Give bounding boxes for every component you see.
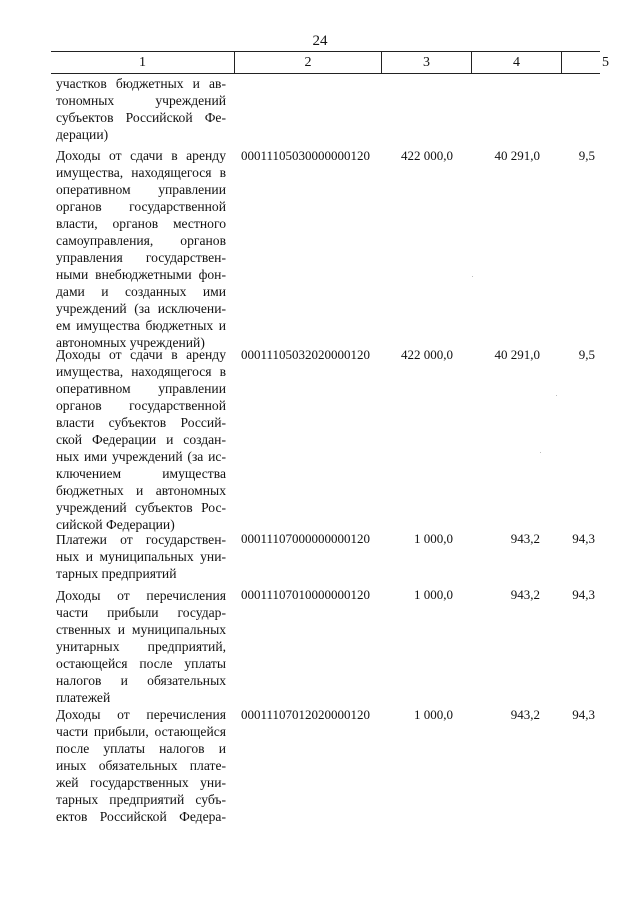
desc-line: автономных учреждений) — [56, 335, 205, 350]
page-number: 24 — [312, 33, 328, 49]
desc-line: тономных учреждений — [56, 93, 226, 108]
desc-line: ектов Российской Федера- — [56, 809, 226, 824]
desc-line: дами и созданных ими — [56, 284, 226, 299]
desc-line: ем имущества бюджетных и — [56, 318, 226, 333]
desc-line: Доходы от сдачи в аренду — [56, 148, 226, 163]
row-plan: 422 000,0 — [401, 347, 453, 362]
desc-line: органов государственной — [56, 199, 226, 214]
desc-line: ных и муниципальных уни- — [56, 549, 226, 564]
desc-line: платежей — [56, 690, 111, 705]
header-col-2: 2 — [234, 52, 381, 73]
desc-line: сийской Федерации) — [56, 517, 175, 532]
row-description — [56, 587, 226, 706]
row-actual: 40 291,0 — [494, 148, 540, 163]
scan-speck — [472, 276, 473, 277]
desc-line: самоуправления, органов — [56, 233, 226, 248]
desc-line: ской Федерации и создан- — [56, 432, 226, 447]
desc-line: после уплаты налогов и — [56, 741, 226, 756]
desc-line: ных ими учреждений (за ис- — [56, 449, 226, 464]
row-actual: 943,2 — [510, 587, 540, 602]
desc-line: имущества, находящегося в — [56, 364, 226, 379]
desc-line: органов государственной — [56, 398, 226, 413]
desc-line: Доходы от сдачи в аренду — [56, 347, 226, 362]
row-plan: 1 000,0 — [414, 587, 453, 602]
desc-line: управления государствен- — [56, 250, 226, 265]
row-percent: 94,3 — [572, 707, 595, 722]
desc-line: тарных предприятий субъ- — [56, 792, 226, 807]
desc-line: ственных и муниципальных — [56, 622, 226, 637]
desc-line: остающейся после уплаты — [56, 656, 226, 671]
desc-line: ключением имущества — [56, 466, 226, 481]
desc-line: власти субъектов Россий- — [56, 415, 226, 430]
row-percent: 94,3 — [572, 531, 595, 546]
row-percent: 9,5 — [578, 347, 595, 362]
header-col-3: 3 — [381, 52, 471, 73]
desc-line: оперативном управлении — [56, 381, 226, 396]
row-code: 00011105030000000120 — [241, 148, 371, 163]
row-code: 00011107012020000120 — [241, 707, 371, 722]
row-actual: 40 291,0 — [494, 347, 540, 362]
row-percent: 9,5 — [578, 148, 595, 163]
desc-line: унитарных предприятий, — [56, 639, 226, 654]
scan-speck — [540, 452, 541, 453]
row-plan: 1 000,0 — [414, 531, 453, 546]
row-percent: 94,3 — [572, 587, 595, 602]
desc-line: участков бюджетных и ав- — [56, 76, 226, 91]
desc-line: имущества, находящегося в — [56, 165, 226, 180]
desc-line: Платежи от государствен- — [56, 532, 226, 547]
row-plan: 1 000,0 — [414, 707, 453, 722]
desc-line: оперативном управлении — [56, 182, 226, 197]
header-col-1: 1 — [139, 55, 146, 70]
desc-line: жей государственных уни- — [56, 775, 226, 790]
row-code: 00011105032020000120 — [241, 347, 371, 362]
header-col-4: 4 — [471, 52, 561, 73]
desc-line: власти, органов местного — [56, 216, 226, 231]
scan-speck — [556, 395, 557, 396]
table-header — [51, 51, 609, 74]
row-description — [56, 75, 226, 143]
desc-line: налогов и обязательных — [56, 673, 226, 688]
desc-line: учреждений субъектов Рос- — [56, 500, 226, 515]
row-description — [56, 346, 226, 533]
desc-line: бюджетных и автономных — [56, 483, 226, 498]
row-description — [56, 147, 226, 351]
row-actual: 943,2 — [510, 707, 540, 722]
desc-line: учреждений (за исключени- — [56, 301, 226, 316]
desc-line: части прибыли государ- — [56, 605, 226, 620]
row-plan: 422 000,0 — [401, 148, 453, 163]
row-actual: 943,2 — [510, 531, 540, 546]
row-description — [56, 531, 226, 582]
desc-line: Доходы от перечисления — [56, 588, 226, 603]
desc-line: тарных предприятий — [56, 566, 177, 581]
desc-line: субъектов Российской Фе- — [56, 110, 226, 125]
row-code: 00011107000000000120 — [241, 531, 371, 546]
desc-line: части прибыли, остающейся — [56, 724, 226, 739]
header-col-5: 5 — [561, 52, 640, 73]
desc-line: дерации) — [56, 127, 109, 142]
desc-line: Доходы от перечисления — [56, 707, 226, 722]
row-code: 00011107010000000120 — [241, 587, 371, 602]
desc-line: ными внебюджетными фон- — [56, 267, 226, 282]
desc-line: иных обязательных плате- — [56, 758, 226, 773]
row-description — [56, 706, 226, 825]
